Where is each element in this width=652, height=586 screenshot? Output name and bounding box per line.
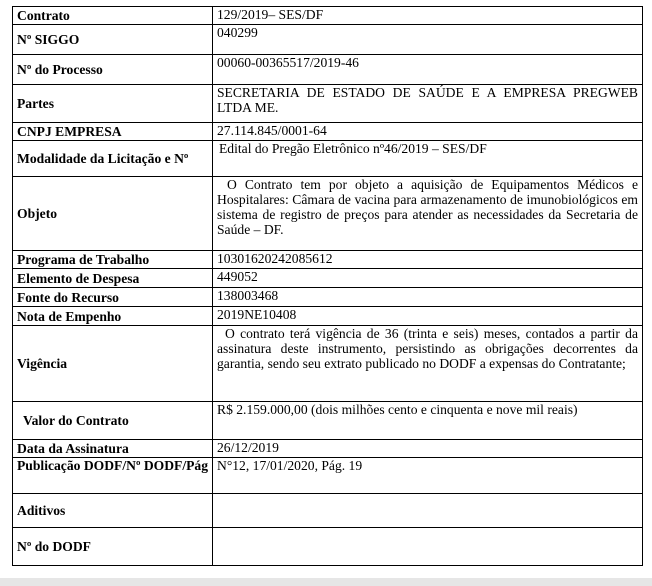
row-label-objeto: Objeto — [13, 177, 213, 251]
row-label-dodf: Nº do DODF — [13, 528, 213, 566]
table-row — [13, 25, 643, 55]
table-row — [13, 494, 643, 528]
table-row — [13, 141, 643, 177]
table-row — [13, 251, 643, 269]
table-row — [13, 307, 643, 326]
row-value-processo: 00060-00365517/2019-46 — [213, 55, 643, 85]
row-label-data: Data da Assinatura — [13, 440, 213, 458]
row-value-cnpj: 27.114.845/0001-64 — [213, 123, 643, 141]
row-label-partes: Partes — [13, 85, 213, 123]
row-value-fonte: 138003468 — [213, 288, 643, 307]
row-label-programa: Programa de Trabalho — [13, 251, 213, 269]
table-row — [13, 269, 643, 288]
row-label-modalidade: Modalidade da Licitação e Nº — [13, 141, 213, 177]
table-row — [13, 402, 643, 440]
table-row — [13, 528, 643, 566]
row-label-valor: Valor do Contrato — [13, 402, 213, 440]
row-label-empenho: Nota de Empenho — [13, 307, 213, 326]
row-value-vigencia: O contrato terá vigência de 36 (trinta e seis) meses, contados a partir da assinatura deste instrumento, persistindo as obrigações decorrentes da garantia, sendo seu extrato publicado no DODF a expensas do Contratante; — [213, 326, 643, 402]
row-value-empenho: 2019NE10408 — [213, 307, 643, 326]
table-row — [13, 177, 643, 251]
table-row — [13, 55, 643, 85]
page-bottom-edge — [0, 578, 652, 586]
table-row — [13, 123, 643, 141]
row-value-data: 26/12/2019 — [213, 440, 643, 458]
table-row — [13, 326, 643, 402]
row-value-objeto: O Contrato tem por objeto a aquisição de Equipamentos Médicos e Hospitalares: Câmara de vacina para armazenamento de imunobiológicos em sistema de registro de preços para atender as necessidades da Secretaria de Saúde – DF. — [213, 177, 643, 251]
table-row — [13, 440, 643, 458]
row-label-publicacao: Publicação DODF/Nº DODF/Pág — [13, 458, 213, 494]
row-value-partes: SECRETARIA DE ESTADO DE SAÚDE E A EMPRESA PREGWEB LTDA ME. — [213, 85, 643, 123]
table-row — [13, 288, 643, 307]
table-row — [13, 7, 643, 25]
row-value-publicacao: N°12, 17/01/2020, Pág. 19 — [213, 458, 643, 494]
row-label-elemento: Elemento de Despesa — [13, 269, 213, 288]
row-label-fonte: Fonte do Recurso — [13, 288, 213, 307]
row-value-aditivos — [213, 494, 643, 528]
row-label-vigencia: Vigência — [13, 326, 213, 402]
row-value-siggo: 040299 — [213, 25, 643, 55]
row-value-valor: R$ 2.159.000,00 (dois milhões cento e cinquenta e nove mil reais) — [213, 402, 643, 440]
row-label-cnpj: CNPJ EMPRESA — [13, 123, 213, 141]
table-row — [13, 85, 643, 123]
row-value-elemento: 449052 — [213, 269, 643, 288]
contract-summary-table — [12, 6, 643, 566]
table-row — [13, 458, 643, 494]
row-value-modalidade: Edital do Pregão Eletrônico nº46/2019 – SES/DF — [213, 141, 643, 177]
row-value-contrato: 129/2019– SES/DF — [213, 7, 643, 25]
row-label-processo: Nº do Processo — [13, 55, 213, 85]
row-value-programa: 10301620242085612 — [213, 251, 643, 269]
row-value-dodf — [213, 528, 643, 566]
row-label-contrato: Contrato — [13, 7, 213, 25]
row-label-siggo: Nº SIGGO — [13, 25, 213, 55]
row-label-aditivos: Aditivos — [13, 494, 213, 528]
